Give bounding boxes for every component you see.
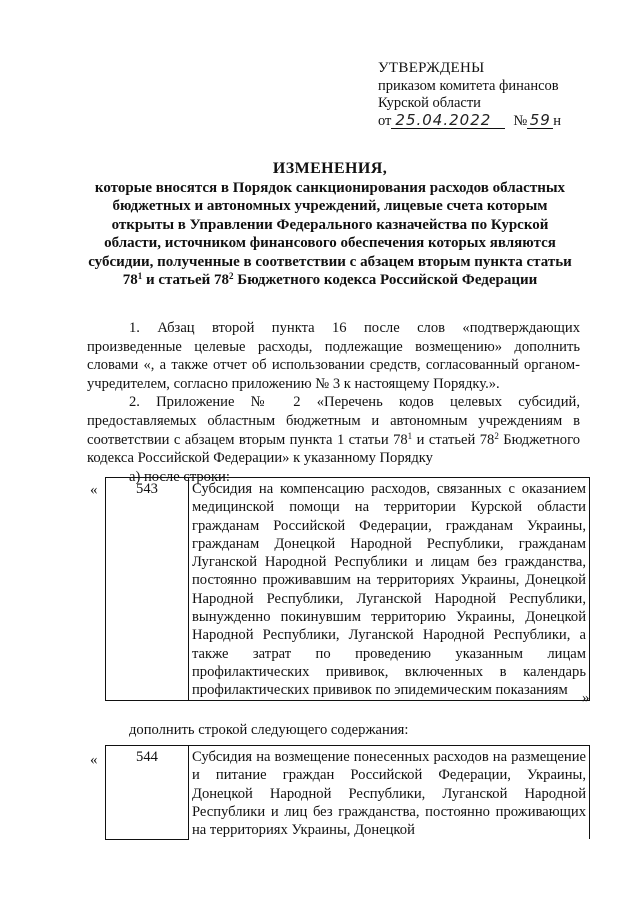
table-row (106, 478, 590, 701)
approval-block (378, 60, 561, 130)
title-78-b: и статьей 78 (142, 272, 230, 288)
handwritten-number: 59 (527, 113, 553, 129)
add-row-label: дополнить строкой следующего содержания: (129, 722, 409, 738)
row-table-543 (105, 477, 590, 701)
title-line-4: области, источником финансового обеспечения которых являются (104, 235, 556, 251)
paragraph-2-part-c: Бюджетного кодекса Российской Федерации» к указанному Порядку (87, 431, 580, 467)
date-prefix: от (378, 112, 392, 129)
number-prefix: № (513, 112, 528, 129)
title-main: ИЗМЕНЕНИЯ, (272, 160, 388, 177)
title-line-6 (80, 271, 580, 290)
paragraph-2-sup-2: 2 (494, 430, 499, 441)
approval-line-1: приказом комитета финансов (378, 77, 559, 94)
title-sup-2: 2 (229, 271, 234, 281)
row-code: 544 (106, 746, 189, 840)
row-code: 543 (106, 478, 189, 701)
paragraph-2-part-b: и статьей 78 (412, 431, 495, 448)
body-text (87, 319, 580, 486)
row-text: Субсидия на возмещение понесенных расходов на размещение и питание граждан Российской Федерации, Украины, Донецкой Народной Республики, Луганской Народной Республики и лиц без гражданства, постоянно проживающих на территориях Украины, Донецкой (189, 746, 590, 840)
row-table-544 (105, 745, 590, 840)
paragraph-2-sup-1: 1 (407, 430, 413, 441)
open-quote-1: « (90, 482, 98, 498)
table-row (106, 746, 590, 840)
number-suffix: н (553, 112, 562, 129)
title-code-name: Бюджетного кодекса Российской Федерации (233, 272, 538, 288)
approval-date-number-line (378, 110, 562, 131)
approval-line-2: Курской области (378, 95, 481, 111)
title-sup-1: 1 (137, 271, 143, 281)
document-title (80, 160, 580, 290)
handwritten-date: 25.04.2022 (391, 113, 505, 129)
title-line-1: которые вносятся в Порядок санкционирования расходов областных (94, 179, 566, 196)
title-line-3: открыты в Управлении Федерального казначейства по Курской (111, 216, 549, 233)
row-text: Субсидия на компенсацию расходов, связанных с оказанием медицинской помощи на территории Курской области гражданам Российской Федерации, гражданам Украины, гражданам Донецкой Народной Республики, гражданам Луганской Народной Республики и лицам без гражданства, постоянно проживавшим на территориях Украины, Донецкой Народной Республики, Луганской Народной Республики, вынужденно покинувшим территорию Украины, Донецкой Народной Республики, Луганской Народной Республики, а также затрат по проведению указанным лицам профилактических прививок, включенных в календарь профилактических прививок по эпидемическим показаниям (189, 478, 590, 701)
title-line-5: субсидии, полученные в соответствии с абзацем вторым пункта статьи (88, 253, 572, 270)
close-quote-1: » (582, 690, 590, 706)
paragraph-2 (87, 393, 580, 467)
approval-heading: УТВЕРЖДЕНЫ (378, 60, 485, 76)
paragraph-2-part-a: 2. Приложение № 2 «Перечень кодов целевых субсидий, предоставляемых областным бюджетным и автономным учреждениям в соответствии с абзацем вторым пункта 1 статьи 78 (87, 394, 580, 448)
title-line-2: бюджетных и автономных учреждений, лицевые счета которым (112, 198, 548, 214)
subitem-a: а) после строки: (129, 468, 230, 485)
title-78-a: 78 (122, 272, 138, 288)
open-quote-2: « (90, 752, 98, 768)
paragraph-1: 1. Абзац второй пункта 16 после слов «подтверждающих произведенные целевые расходы, подлежащие возмещению» дополнить словами «, а также отчет об использовании средств, согласованный органом-учредителем, согласно приложению № 3 к настоящему Порядку.». (87, 320, 580, 392)
